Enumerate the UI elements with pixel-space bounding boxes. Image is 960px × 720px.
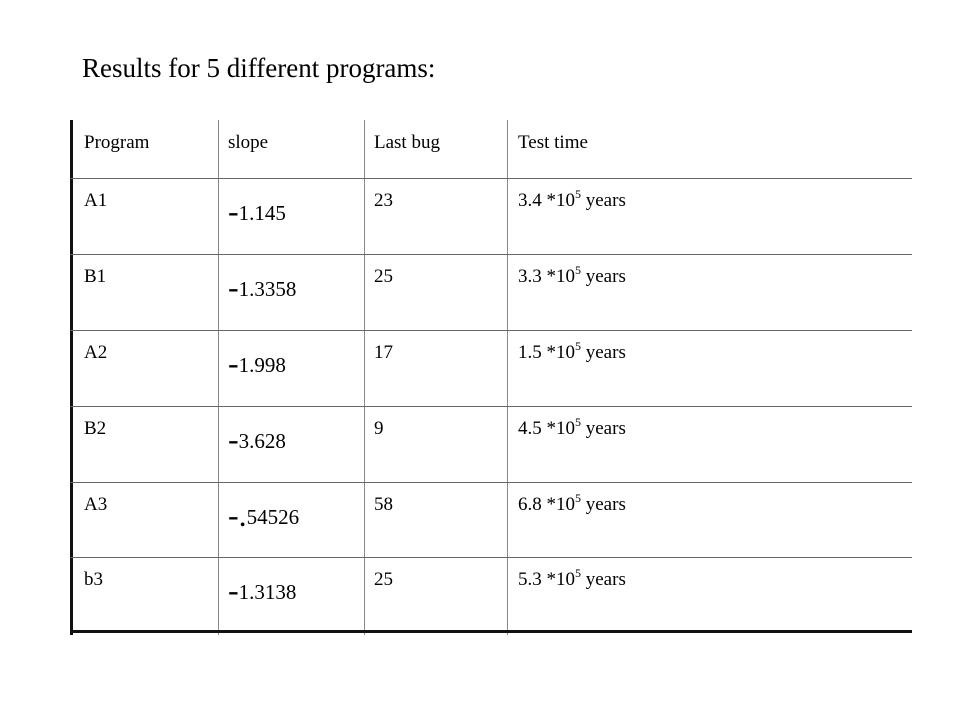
cell-slope (228, 269, 297, 305)
cell-last-bug: 17 (374, 342, 393, 363)
slope-value: 3.628 (238, 429, 286, 453)
page-title: Results for 5 different programs: (82, 53, 436, 83)
slope-sign: - (228, 193, 239, 229)
test-time-exponent: 5 (575, 339, 581, 353)
slope-value: 1.3138 (238, 580, 297, 604)
results-table (70, 103, 912, 633)
header-last-bug: Last bug (374, 132, 440, 153)
cell-slope (228, 421, 286, 457)
cell-test-time (518, 493, 626, 517)
test-time-exponent: 5 (575, 263, 581, 277)
cell-slope (228, 572, 297, 608)
slope-sign: - (228, 421, 239, 457)
header-slope: slope (228, 132, 269, 153)
test-time-mantissa: 6.8 *10 (518, 494, 575, 515)
slope-value: 1.998 (238, 353, 286, 377)
slope-value: 1.3358 (238, 277, 297, 301)
test-time-unit: years (581, 266, 626, 287)
cell-last-bug: 58 (374, 494, 393, 515)
row-divider (70, 330, 912, 331)
test-time-mantissa: 1.5 *10 (518, 342, 575, 363)
cell-test-time (518, 189, 626, 213)
test-time-unit: years (581, 569, 626, 590)
cell-program: b3 (84, 569, 103, 590)
cell-program: B2 (84, 418, 107, 439)
header-test-time: Test time (518, 132, 588, 153)
cell-program: A1 (84, 190, 108, 211)
test-time-mantissa: 3.3 *10 (518, 266, 575, 287)
cell-last-bug: 23 (374, 190, 393, 211)
cell-test-time (518, 417, 626, 441)
cell-program: B1 (84, 266, 107, 287)
cell-slope (228, 497, 300, 533)
slope-sign: - (228, 572, 239, 608)
slope-value: 1.145 (238, 201, 286, 225)
test-time-exponent: 5 (575, 566, 581, 580)
cell-test-time (518, 265, 626, 289)
row-divider (70, 254, 912, 255)
row-divider (70, 178, 912, 179)
slope-sign: -. (228, 497, 247, 533)
cell-last-bug: 9 (374, 418, 384, 439)
cell-last-bug: 25 (374, 569, 393, 590)
row-divider (70, 557, 912, 558)
cell-test-time (518, 341, 626, 365)
slope-sign: - (228, 269, 239, 305)
header-program: Program (84, 132, 150, 153)
slope-value: 54526 (246, 505, 300, 529)
test-time-unit: years (581, 342, 626, 363)
table-bottom-border (70, 630, 912, 633)
test-time-unit: years (581, 494, 626, 515)
cell-test-time (518, 568, 626, 592)
slope-sign: - (228, 345, 239, 381)
cell-last-bug: 25 (374, 266, 393, 287)
test-time-unit: years (581, 190, 626, 211)
test-time-exponent: 5 (575, 415, 581, 429)
test-time-mantissa: 3.4 *10 (518, 190, 575, 211)
test-time-mantissa: 4.5 *10 (518, 418, 575, 439)
cell-program: A3 (84, 494, 108, 515)
cell-program: A2 (84, 342, 108, 363)
test-time-mantissa: 5.3 *10 (518, 569, 575, 590)
test-time-unit: years (581, 418, 626, 439)
cell-slope (228, 193, 286, 229)
cell-slope (228, 345, 286, 381)
row-divider (70, 482, 912, 483)
test-time-exponent: 5 (575, 491, 581, 505)
row-divider (70, 406, 912, 407)
test-time-exponent: 5 (575, 187, 581, 201)
